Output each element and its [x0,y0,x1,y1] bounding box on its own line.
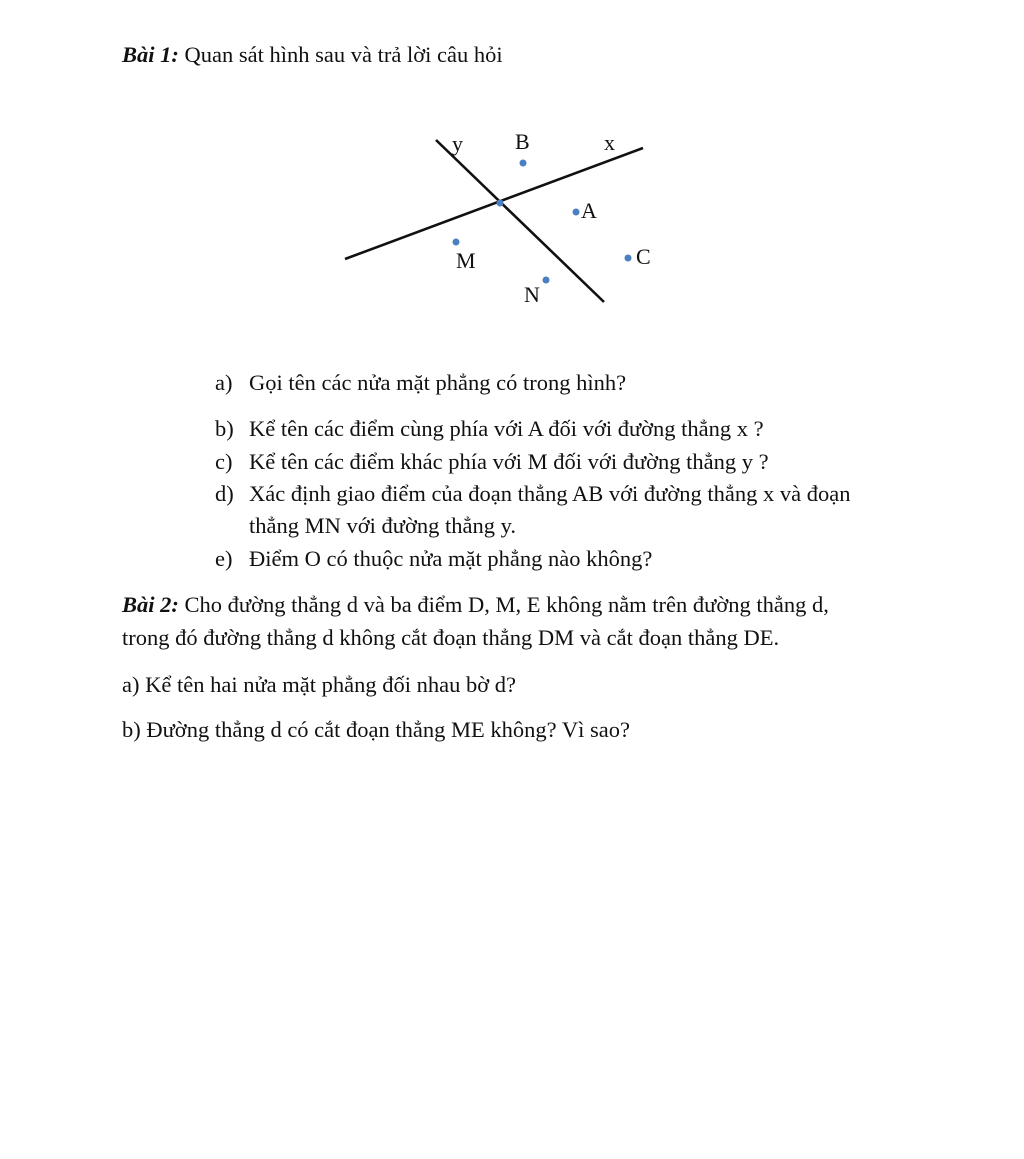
bai2-heading: Bài 2: [122,592,179,617]
label-c: C [636,244,651,269]
bai2-question-b: b) Đường thẳng d có cắt đoạn thẳng ME không? Vì sao? [122,717,630,742]
bai2-line1 [122,590,829,620]
bai2-question-a: a) Kể tên hai nửa mặt phẳng đối nhau bờ d? [122,672,516,697]
label-n: N [524,282,540,307]
bai1-heading: Bài 1: [122,42,179,67]
question-a-text: Gọi tên các nửa mặt phẳng có trong hình? [249,370,627,395]
point-c [625,255,632,262]
label-x: x [604,130,615,155]
label-a: A [581,198,597,223]
question-d-text: Xác định giao điểm của đoạn thẳng AB với đường thẳng x và đoạn [249,481,851,506]
question-e-label: e) [215,546,233,571]
bai2-line2: trong đó đường thẳng d không cắt đoạn thẳng DM và cắt đoạn thẳng DE. [122,625,780,650]
question-b-label: b) [215,416,234,441]
question-c-text: Kể tên các điểm khác phía với M đối với đường thẳng y ? [249,449,769,474]
question-d-label: d) [215,481,234,506]
label-m: M [456,248,476,273]
question-e-text: Điểm O có thuộc nửa mặt phẳng nào không? [249,546,653,571]
point-m [453,239,460,246]
question-b-text: Kể tên các điểm cùng phía với A đối với đường thẳng x ? [249,416,764,441]
point-n [543,277,550,284]
label-b: B [515,129,530,154]
line-x [345,148,643,259]
question-d-text-continued: thẳng MN với đường thẳng y. [249,513,517,538]
point-a [573,209,580,216]
bai2-line1-text: Cho đường thẳng d và ba điểm D, M, E không nằm trên đường thẳng d, [184,592,829,617]
question-a-label: a) [215,370,233,395]
point-o [497,200,504,207]
point-b [520,160,527,167]
label-y: y [452,131,463,156]
question-c-label: c) [215,449,233,474]
bai1-text: Quan sát hình sau và trả lời câu hỏi [184,42,503,67]
